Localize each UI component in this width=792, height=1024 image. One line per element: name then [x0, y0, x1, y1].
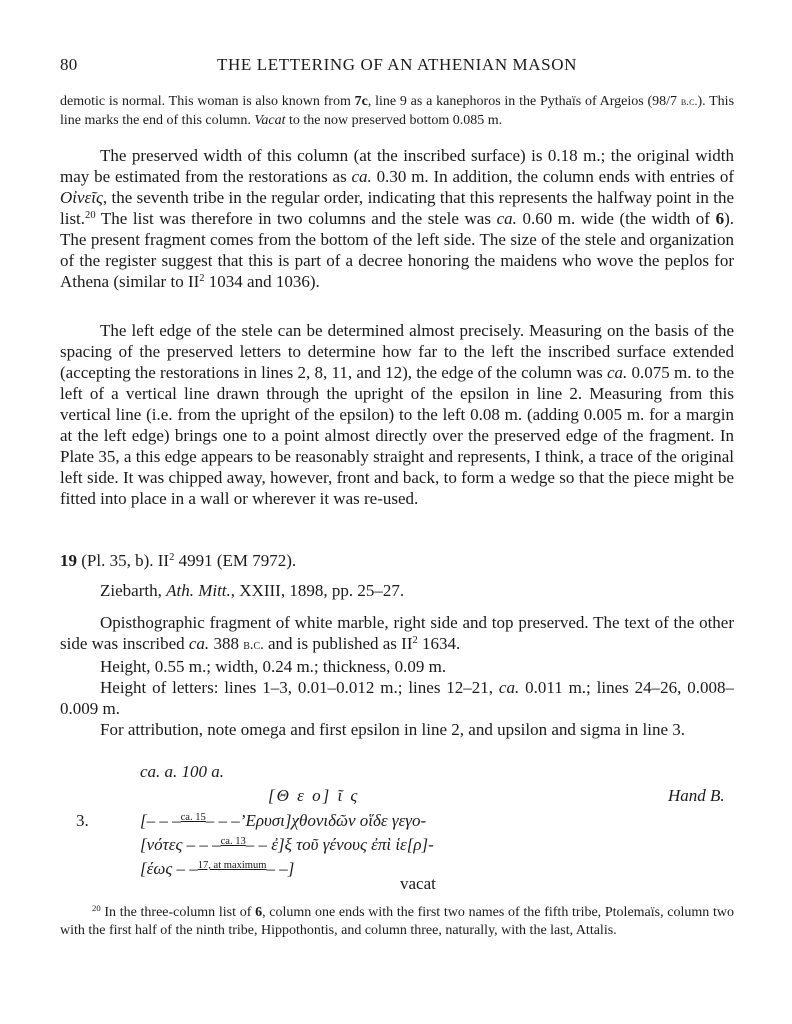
footnote-marker[interactable]: 20 — [85, 210, 96, 222]
inscription-line-2: [– – –$^{ca. 15}$– – –’Ερυσι]χθονιδῶν οἵδε γεγο- — [140, 811, 427, 830]
running-title: THE LETTERING OF AN ATHENIAN MASON — [217, 55, 577, 74]
inscription-line-4: [έως – –$^{17, at maximum}$– –] — [140, 859, 295, 878]
fragment-description: Opisthographic fragment of white marble, right side and top preserved. The text of the other side was inscribed ca. 388 b.c. and is published as $II^2$ 1634. Height, 0.55 m.; width, 0.24 m.; thickness, 0.09 m. Height of letters: lines 1–3, 0.01–0.012 m.; lines 12–21, ca. 0.011 m.; lines 24–26, 0.008–0.009 m. For attribution, note omega and first epsilon in line 2, and upsilon and sigma in line 3. — [60, 613, 734, 739]
inscription-text — [60, 762, 734, 892]
bibliography: Ziebarth, Ath. Mitt., XXIII, 1898, pp. 25–27. — [100, 581, 405, 600]
entry-number: 19 — [60, 551, 77, 570]
continued-note — [60, 92, 734, 130]
running-header — [60, 55, 734, 77]
page-number: 80 — [60, 55, 78, 74]
page — [60, 0, 734, 1024]
footnote-number: 20 — [92, 903, 101, 914]
commentary-paragraph-1: The preserved width of this column (at the inscribed surface) is 0.18 m.; the original width may be estimated from the restorations as ca. 0.30 m. In addition, the column ends with entries of Οἰνεῖς, the seventh tribe in the regular order, indicating that this represents the halfway point in the list.$^{20}$ The list was therefore in two columns and the stele was ca. 0.60 m. wide (the width of 6). The present fragment comes from the bottom of the left side. The size of the stele and organization of the register suggest that this is part of a decree honoring the maidens who wove the peplos for Athena (similar to $II^2$ 1034 and 1036). — [60, 146, 735, 291]
continued-note-text: demotic is normal. This woman is also known from 7c, line 9 as a kanephoros in the Pythaïs of Argeios (98/7 b.c.). This line marks the end of this column. Vacat to the now preserved bottom 0.085 m. — [60, 94, 735, 128]
line-number: 3. — [76, 811, 89, 830]
attribution-note: For attribution, note omega and first epsilon in line 2, and upsilon and sigma in line 3. — [100, 720, 685, 739]
letter-heights: Height of letters: lines 1–3, 0.01–0.012 m.; lines 12–21, ca. 0.011 m.; lines 24–26, 0.008–0.009 m. — [60, 678, 734, 718]
vacat-label: vacat — [400, 874, 436, 893]
footnote-20: $^{20}$ In the three-column list of 6, column one ends with the first two names of the fifth tribe, Ptolemaïs, column two with the first half of the ninth tribe, Hippothontis, and column three, naturally, with the last, Attalis. — [60, 903, 734, 938]
commentary-paragraph-2: The left edge of the stele can be determined almost precisely. Measuring on the basis of the spacing of the preserved letters to determine how far to the left the inscribed surface extended (accepting the restorations in lines 2, 8, 11, and 12), the edge of the column was ca. 0.075 m. to the left of a vertical line drawn through the upright of the epsilon in line 2. Measuring from this vertical line (i.e. from the upright of the epsilon) to the left 0.08 m. (adding 0.005 m. for a margin at the left edge) brings one to a point almost directly over the preserved edge of the fragment. In Plate 35, a this edge appears to be reasonably straight and represents, I think, a trace of the original left side. It was chipped away, however, front and back, to form a wedge so that the piece might be fitted into place in a wall or wherever it was re-used. — [60, 321, 735, 508]
inscription-line-1: [Θ ε ο] ῖ ς — [268, 786, 360, 805]
inscription-date: ca. a. 100 a. — [140, 762, 225, 781]
entry-heading: 19 (Pl. 35, b). $II^2$ 4991 (EM 7972). — [60, 551, 297, 570]
hand-label: Hand B. — [668, 786, 725, 805]
inscription-line-3: [νότες – – –$^{ca. 13}$– – ἐ]ξ τοῦ γένους ἐπὶ ἱε[ρ]- — [140, 835, 434, 854]
dimensions: Height, 0.55 m.; width, 0.24 m.; thickness, 0.09 m. — [100, 657, 447, 676]
